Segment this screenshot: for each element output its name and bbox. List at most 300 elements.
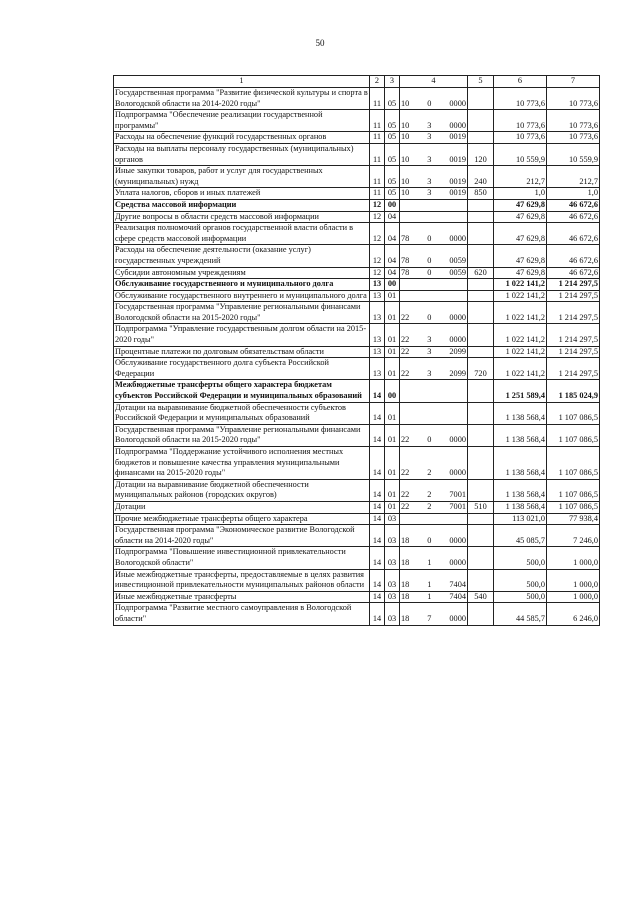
expense-type-cell: 120 (468, 143, 494, 165)
expense-type-cell (468, 279, 494, 291)
section-code-cell: 11 (370, 88, 385, 110)
section-code-cell: 14 (370, 547, 385, 569)
target-article-part: 10 (401, 188, 410, 198)
target-article-parts (401, 614, 466, 625)
target-article-part: 0019 (449, 132, 466, 142)
table-row (114, 358, 600, 380)
target-article-part: 18 (401, 580, 410, 590)
target-article-parts (401, 347, 466, 358)
expense-type-cell (468, 290, 494, 302)
expense-type-cell (468, 245, 494, 267)
expense-type-cell (468, 380, 494, 402)
subsection-code-cell: 04 (385, 245, 400, 267)
subsection-code-cell: 03 (385, 591, 400, 603)
expense-type-cell (468, 211, 494, 223)
target-article-part: 78 (401, 267, 410, 277)
amount-col-7-cell: 1,0 (547, 188, 600, 200)
target-article-parts (401, 335, 466, 346)
target-article-parts (401, 536, 466, 547)
target-article-parts (401, 580, 466, 591)
amount-col-6-cell: 1,0 (494, 188, 547, 200)
target-article-cell (400, 603, 468, 625)
target-article-part: 2 (427, 501, 432, 511)
section-code-cell: 14 (370, 569, 385, 591)
amount-col-6-cell: 47 629,8 (494, 211, 547, 223)
amount-col-7-cell: 46 672,6 (547, 211, 600, 223)
amount-col-7-cell: 7 246,0 (547, 525, 600, 547)
target-article-part: 10 (401, 154, 410, 164)
table-row (114, 199, 600, 211)
table-row (114, 166, 600, 188)
table-row (114, 223, 600, 245)
subsection-code-cell: 05 (385, 132, 400, 144)
amount-col-7-cell: 10 773,6 (547, 88, 600, 110)
expense-type-cell: 720 (468, 358, 494, 380)
target-article-parts (401, 99, 466, 110)
row-name-cell: Дотации на выравнивание бюджетной обеспеченности муниципальных районов (городских округов) (114, 479, 370, 501)
section-code-cell: 12 (370, 267, 385, 279)
amount-col-6-cell: 1 251 589,4 (494, 380, 547, 402)
section-code-cell: 13 (370, 324, 385, 346)
target-article-cell (400, 346, 468, 358)
target-article-part: 0000 (449, 312, 466, 322)
section-code-cell: 14 (370, 479, 385, 501)
target-article-parts (401, 234, 466, 245)
target-article-cell (400, 166, 468, 188)
row-name-cell: Иные закупки товаров, работ и услуг для государственных (муниципальных) нужд (114, 166, 370, 188)
target-article-part: 0 (427, 535, 432, 545)
subsection-code-cell: 03 (385, 513, 400, 525)
target-article-part: 22 (401, 368, 410, 378)
subsection-code-cell: 04 (385, 211, 400, 223)
amount-col-6-cell: 500,0 (494, 591, 547, 603)
amount-col-7-cell: 10 773,6 (547, 132, 600, 144)
table-row (114, 447, 600, 480)
header-col-4: 4 (400, 76, 468, 88)
table-row (114, 279, 600, 291)
expense-type-cell (468, 324, 494, 346)
expense-type-cell (468, 402, 494, 424)
table-row (114, 267, 600, 279)
target-article-part: 7001 (449, 490, 466, 500)
amount-col-6-cell: 1 022 141,2 (494, 324, 547, 346)
subsection-code-cell: 05 (385, 188, 400, 200)
row-name-cell: Межбюджетные трансферты общего характера бюджетам субъектов Российской Федерации и муниципальных образований (114, 380, 370, 402)
target-article-parts (401, 435, 466, 446)
target-article-part: 22 (401, 312, 410, 322)
subsection-code-cell: 01 (385, 501, 400, 513)
target-article-cell (400, 569, 468, 591)
target-article-part: 2 (427, 490, 432, 500)
amount-col-6-cell: 47 629,8 (494, 223, 547, 245)
target-article-part: 18 (401, 535, 410, 545)
target-article-parts (401, 502, 466, 513)
table-row (114, 346, 600, 358)
amount-col-6-cell: 1 138 568,4 (494, 402, 547, 424)
target-article-part: 0 (427, 267, 432, 277)
amount-col-6-cell: 1 022 141,2 (494, 346, 547, 358)
target-article-cell (400, 447, 468, 480)
row-name-cell: Подпрограмма "Управление государственным долгом области на 2015-2020 годы" (114, 324, 370, 346)
budget-table (113, 75, 600, 626)
row-name-cell: Подпрограмма "Поддержание устойчивого исполнения местных бюджетов и повышение качества управления муниципальными финансами на 2015-2020 годы" (114, 447, 370, 480)
amount-col-7-cell: 46 672,6 (547, 223, 600, 245)
target-article-part: 10 (401, 132, 410, 142)
section-code-cell: 14 (370, 380, 385, 402)
amount-col-6-cell: 1 138 568,4 (494, 424, 547, 446)
target-article-part: 1 (427, 557, 432, 567)
target-article-parts (401, 177, 466, 188)
target-article-part: 0 (427, 255, 432, 265)
amount-col-6-cell: 47 629,8 (494, 245, 547, 267)
amount-col-6-cell: 45 085,7 (494, 525, 547, 547)
section-code-cell: 11 (370, 143, 385, 165)
amount-col-7-cell: 1 214 297,5 (547, 290, 600, 302)
amount-col-7-cell: 77 938,4 (547, 513, 600, 525)
subsection-code-cell: 03 (385, 525, 400, 547)
target-article-cell (400, 199, 468, 211)
amount-col-6-cell: 1 022 141,2 (494, 290, 547, 302)
header-col-5: 5 (468, 76, 494, 88)
expense-type-cell (468, 88, 494, 110)
section-code-cell: 13 (370, 358, 385, 380)
target-article-part: 78 (401, 233, 410, 243)
amount-col-7-cell: 1 000,0 (547, 591, 600, 603)
amount-col-6-cell: 1 022 141,2 (494, 279, 547, 291)
amount-col-7-cell: 212,7 (547, 166, 600, 188)
table-header-row (114, 76, 600, 88)
target-article-part: 1 (427, 580, 432, 590)
row-name-cell: Государственная программа "Управление региональными финансами Вологодской области на 2015-2020 годы" (114, 302, 370, 324)
target-article-cell (400, 279, 468, 291)
expense-type-cell: 850 (468, 188, 494, 200)
amount-col-6-cell: 1 138 568,4 (494, 447, 547, 480)
target-article-part: 0 (427, 312, 432, 322)
section-code-cell: 13 (370, 290, 385, 302)
subsection-code-cell: 03 (385, 547, 400, 569)
amount-col-7-cell: 46 672,6 (547, 199, 600, 211)
row-name-cell: Подпрограмма "Развитие местного самоуправления в Вологодской области" (114, 603, 370, 625)
row-name-cell: Прочие межбюджетные трансферты общего характера (114, 513, 370, 525)
amount-col-6-cell: 212,7 (494, 166, 547, 188)
table-row (114, 591, 600, 603)
table-row (114, 188, 600, 200)
row-name-cell: Государственная программа "Экономическое развитие Вологодской области на 2014-2020 годы" (114, 525, 370, 547)
amount-col-6-cell: 500,0 (494, 547, 547, 569)
target-article-part: 0 (427, 98, 432, 108)
target-article-cell (400, 88, 468, 110)
target-article-parts (401, 468, 466, 479)
target-article-parts (401, 558, 466, 569)
amount-col-6-cell: 10 773,6 (494, 132, 547, 144)
target-article-cell (400, 479, 468, 501)
subsection-code-cell: 05 (385, 110, 400, 132)
target-article-part: 0059 (449, 267, 466, 277)
subsection-code-cell: 04 (385, 223, 400, 245)
target-article-part: 22 (401, 346, 410, 356)
amount-col-7-cell: 1 107 086,5 (547, 424, 600, 446)
row-name-cell: Процентные платежи по долговым обязательствам области (114, 346, 370, 358)
header-col-1: 1 (114, 76, 370, 88)
subsection-code-cell: 01 (385, 346, 400, 358)
target-article-parts (401, 268, 466, 279)
target-article-part: 18 (401, 613, 410, 623)
amount-col-7-cell: 1 214 297,5 (547, 279, 600, 291)
subsection-code-cell: 05 (385, 143, 400, 165)
target-article-part: 0000 (449, 98, 466, 108)
row-name-cell: Государственная программа "Развитие физической культуры и спорта в Вологодской области на 2014-2020 годы" (114, 88, 370, 110)
amount-col-7-cell: 10 773,6 (547, 110, 600, 132)
row-name-cell: Иные межбюджетные трансферты, предоставляемые в целях развития инвестиционной привлекательности муниципальных районов области (114, 569, 370, 591)
table-row (114, 290, 600, 302)
section-code-cell: 13 (370, 302, 385, 324)
row-name-cell: Расходы на обеспечение деятельности (оказание услуг) государственных учреждений (114, 245, 370, 267)
subsection-code-cell: 04 (385, 267, 400, 279)
expense-type-cell (468, 302, 494, 324)
target-article-parts (401, 490, 466, 501)
target-article-cell (400, 245, 468, 267)
expense-type-cell (468, 199, 494, 211)
row-name-cell: Подпрограмма "Обеспечение реализации государственной программы" (114, 110, 370, 132)
table-row (114, 211, 600, 223)
target-article-cell (400, 302, 468, 324)
subsection-code-cell: 01 (385, 447, 400, 480)
target-article-part: 7404 (449, 580, 466, 590)
target-article-part: 7404 (449, 591, 466, 601)
subsection-code-cell: 05 (385, 88, 400, 110)
expense-type-cell: 540 (468, 591, 494, 603)
target-article-part: 3 (427, 368, 432, 378)
target-article-part: 2099 (449, 346, 466, 356)
target-article-part: 2099 (449, 368, 466, 378)
section-code-cell: 12 (370, 223, 385, 245)
expense-type-cell (468, 346, 494, 358)
amount-col-7-cell: 1 000,0 (547, 547, 600, 569)
amount-col-6-cell: 47 629,8 (494, 267, 547, 279)
section-code-cell: 14 (370, 402, 385, 424)
target-article-cell (400, 188, 468, 200)
subsection-code-cell: 01 (385, 302, 400, 324)
row-name-cell: Уплата налогов, сборов и иных платежей (114, 188, 370, 200)
table-row (114, 245, 600, 267)
target-article-parts (401, 132, 466, 143)
section-code-cell: 12 (370, 199, 385, 211)
amount-col-7-cell: 1 107 086,5 (547, 479, 600, 501)
target-article-cell (400, 591, 468, 603)
target-article-parts (401, 256, 466, 267)
subsection-code-cell: 05 (385, 166, 400, 188)
amount-col-6-cell: 113 021,0 (494, 513, 547, 525)
row-name-cell: Подпрограмма "Повышение инвестиционной привлекательности Вологодской области" (114, 547, 370, 569)
target-article-part: 0019 (449, 176, 466, 186)
target-article-part: 18 (401, 557, 410, 567)
target-article-cell (400, 223, 468, 245)
section-code-cell: 12 (370, 211, 385, 223)
amount-col-7-cell: 1 107 086,5 (547, 447, 600, 480)
expense-type-cell (468, 447, 494, 480)
section-code-cell: 11 (370, 110, 385, 132)
target-article-part: 3 (427, 132, 432, 142)
target-article-part: 22 (401, 501, 410, 511)
target-article-part: 0000 (449, 120, 466, 130)
target-article-parts (401, 121, 466, 132)
expense-type-cell (468, 424, 494, 446)
subsection-code-cell: 01 (385, 424, 400, 446)
row-name-cell: Средства массовой информации (114, 199, 370, 211)
row-name-cell: Субсидии автономным учреждениям (114, 267, 370, 279)
amount-col-7-cell: 1 214 297,5 (547, 324, 600, 346)
amount-col-7-cell: 1 107 086,5 (547, 402, 600, 424)
target-article-parts (401, 592, 466, 603)
expense-type-cell (468, 603, 494, 625)
expense-type-cell: 510 (468, 501, 494, 513)
target-article-part: 0000 (449, 535, 466, 545)
expense-type-cell (468, 479, 494, 501)
target-article-cell (400, 211, 468, 223)
amount-col-6-cell: 1 022 141,2 (494, 302, 547, 324)
section-code-cell: 11 (370, 188, 385, 200)
table-row (114, 479, 600, 501)
target-article-cell (400, 513, 468, 525)
target-article-cell (400, 547, 468, 569)
header-col-2: 2 (370, 76, 385, 88)
target-article-part: 22 (401, 335, 410, 345)
section-code-cell: 13 (370, 279, 385, 291)
section-code-cell: 14 (370, 591, 385, 603)
target-article-part: 22 (401, 435, 410, 445)
header-col-6: 6 (494, 76, 547, 88)
subsection-code-cell: 03 (385, 569, 400, 591)
table-row (114, 513, 600, 525)
table-row (114, 402, 600, 424)
amount-col-6-cell: 10 559,9 (494, 143, 547, 165)
section-code-cell: 12 (370, 245, 385, 267)
amount-col-7-cell: 10 559,9 (547, 143, 600, 165)
table-row (114, 525, 600, 547)
section-code-cell: 11 (370, 166, 385, 188)
target-article-cell (400, 110, 468, 132)
target-article-part: 22 (401, 468, 410, 478)
table-row (114, 603, 600, 625)
target-article-cell (400, 267, 468, 279)
target-article-part: 0000 (449, 435, 466, 445)
row-name-cell: Дотации (114, 501, 370, 513)
target-article-part: 0000 (449, 557, 466, 567)
amount-col-7-cell: 1 185 024,9 (547, 380, 600, 402)
header-col-7: 7 (547, 76, 600, 88)
target-article-part: 10 (401, 120, 410, 130)
target-article-part: 10 (401, 176, 410, 186)
target-article-part: 2 (427, 468, 432, 478)
target-article-part: 3 (427, 335, 432, 345)
subsection-code-cell: 01 (385, 402, 400, 424)
table-row (114, 324, 600, 346)
subsection-code-cell: 00 (385, 279, 400, 291)
row-name-cell: Обслуживание государственного и муниципального долга (114, 279, 370, 291)
amount-col-6-cell: 1 138 568,4 (494, 479, 547, 501)
target-article-part: 78 (401, 255, 410, 265)
target-article-cell (400, 424, 468, 446)
section-code-cell: 14 (370, 424, 385, 446)
row-name-cell: Другие вопросы в области средств массовой информации (114, 211, 370, 223)
target-article-part: 22 (401, 490, 410, 500)
section-code-cell: 14 (370, 513, 385, 525)
target-article-parts (401, 188, 466, 199)
expense-type-cell (468, 547, 494, 569)
row-name-cell: Обслуживание государственного внутреннего и муниципального долга (114, 290, 370, 302)
expense-type-cell (468, 525, 494, 547)
target-article-part: 7 (427, 613, 432, 623)
target-article-parts (401, 155, 466, 166)
subsection-code-cell: 01 (385, 358, 400, 380)
target-article-cell (400, 290, 468, 302)
section-code-cell: 11 (370, 132, 385, 144)
subsection-code-cell: 00 (385, 380, 400, 402)
table-row (114, 110, 600, 132)
subsection-code-cell: 01 (385, 479, 400, 501)
table-row (114, 380, 600, 402)
expense-type-cell (468, 110, 494, 132)
target-article-cell (400, 525, 468, 547)
amount-col-6-cell: 10 773,6 (494, 88, 547, 110)
target-article-part: 0000 (449, 468, 466, 478)
section-code-cell: 14 (370, 603, 385, 625)
table-row (114, 547, 600, 569)
amount-col-7-cell: 46 672,6 (547, 267, 600, 279)
target-article-part: 3 (427, 188, 432, 198)
amount-col-7-cell: 1 214 297,5 (547, 302, 600, 324)
target-article-cell (400, 380, 468, 402)
section-code-cell: 13 (370, 346, 385, 358)
target-article-part: 3 (427, 346, 432, 356)
target-article-cell (400, 402, 468, 424)
target-article-part: 0019 (449, 188, 466, 198)
amount-col-6-cell: 44 585,7 (494, 603, 547, 625)
target-article-part: 0000 (449, 335, 466, 345)
subsection-code-cell: 00 (385, 199, 400, 211)
row-name-cell: Иные межбюджетные трансферты (114, 591, 370, 603)
table-row (114, 88, 600, 110)
expense-type-cell (468, 132, 494, 144)
target-article-part: 7001 (449, 501, 466, 511)
amount-col-6-cell: 1 138 568,4 (494, 501, 547, 513)
amount-col-7-cell: 1 107 086,5 (547, 501, 600, 513)
subsection-code-cell: 01 (385, 324, 400, 346)
target-article-part: 3 (427, 176, 432, 186)
section-code-cell: 14 (370, 447, 385, 480)
target-article-part: 0059 (449, 255, 466, 265)
target-article-cell (400, 324, 468, 346)
expense-type-cell (468, 223, 494, 245)
amount-col-7-cell: 46 672,6 (547, 245, 600, 267)
target-article-cell (400, 143, 468, 165)
amount-col-7-cell: 6 246,0 (547, 603, 600, 625)
table-row (114, 302, 600, 324)
table-body (114, 76, 600, 626)
target-article-parts (401, 313, 466, 324)
amount-col-7-cell: 1 000,0 (547, 569, 600, 591)
target-article-part: 10 (401, 98, 410, 108)
row-name-cell: Обслуживание государственного долга субъекта Российской Федерации (114, 358, 370, 380)
target-article-part: 3 (427, 120, 432, 130)
table-row (114, 501, 600, 513)
table-row (114, 132, 600, 144)
amount-col-6-cell: 500,0 (494, 569, 547, 591)
table-row (114, 569, 600, 591)
table-row (114, 424, 600, 446)
section-code-cell: 14 (370, 501, 385, 513)
amount-col-6-cell: 1 022 141,2 (494, 358, 547, 380)
